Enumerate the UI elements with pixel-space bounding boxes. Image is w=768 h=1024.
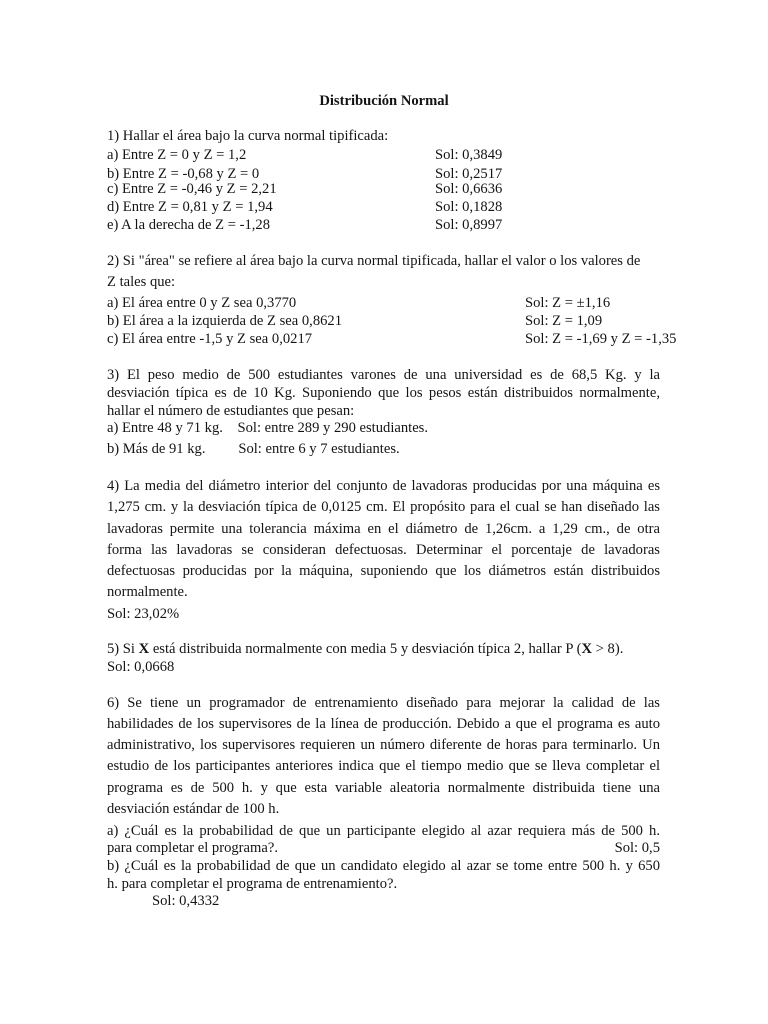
- p6-line5: programa es de 500 h. y que esta variable aleatoria normalmente distribuida tiene una: [107, 780, 660, 796]
- p3-line3: hallar el número de estudiantes que pesan:: [107, 403, 355, 419]
- p1-item-e-solution: Sol: 0,8997: [435, 217, 503, 233]
- p4-line4: forma las lavadoras se consideran defectuosas. Determinar el porcentaje de lavadoras: [107, 542, 660, 558]
- p3-line1: 3) El peso medio de 500 estudiantes varones de una universidad es de 68,5 Kg. y la: [107, 367, 660, 383]
- p2-item-a: [107, 294, 667, 312]
- p6-question-a-text: para completar el programa?.: [107, 840, 278, 856]
- p5-statement: [107, 640, 623, 658]
- p5-text-pre: 5) Si: [107, 641, 139, 657]
- p1-item-e-question: e) A la derecha de Z = -1,28: [107, 217, 271, 233]
- p1-item-a-solution: Sol: 0,3849: [435, 147, 503, 163]
- p2-item-b-question: b) El área a la izquierda de Z sea 0,8621: [107, 313, 343, 329]
- p6-question-b-solution: Sol: 0,4332: [152, 893, 220, 909]
- p6-line4: estudio de los participantes anteriores indica que el tiempo medio que se lleva completar el: [107, 758, 660, 774]
- p4-solution: Sol: 23,02%: [107, 606, 180, 622]
- p6-question-a-solution: Sol: 0,5: [614, 840, 660, 856]
- p4-line1: 4) La media del diámetro interior del conjunto de lavadoras producidas por una máquina es: [107, 478, 660, 494]
- p6-question-b-line1: b) ¿Cuál es la probabilidad de que un candidato elegido al azar se tome entre 500 h. y 650: [107, 858, 660, 874]
- p6-question-b-line2: h. para completar el programa de entrenamiento?.: [107, 876, 398, 892]
- p2-item-a-solution: Sol: Z = ±1,16: [525, 295, 611, 311]
- p1-item-b-solution: Sol: 0,2517: [435, 166, 503, 182]
- p1-item-e: [107, 216, 667, 234]
- p5-variable: X: [138, 641, 150, 657]
- p2-item-b: [107, 312, 667, 330]
- p5-text-mid: está distribuida normalmente con media 5 y desviación típica 2, hallar P (: [149, 641, 582, 657]
- p3-line2: desviación típica es de 10 Kg. Suponiendo que los pesos están distribuidos normalmente,: [107, 385, 660, 401]
- p4-line6: normalmente.: [107, 584, 188, 600]
- p6-question-a-line2: [107, 839, 660, 857]
- page-title: Distribución Normal: [319, 93, 449, 109]
- p3-item-b: b) Más de 91 kg. Sol: entre 6 y 7 estudiantes.: [107, 441, 400, 457]
- p5-variable-2: X: [581, 641, 593, 657]
- p6-line3: administrativo, los supervisores requieren un número diferente de horas para terminarlo. Un: [107, 737, 660, 753]
- p2-item-a-question: a) El área entre 0 y Z sea 0,3770: [107, 295, 297, 311]
- p1-item-c: [107, 180, 667, 198]
- p2-intro-line1: 2) Si "área" se refiere al área bajo la curva normal tipificada, hallar el valor o los valores de: [107, 253, 641, 269]
- p2-item-c-question: c) El área entre -1,5 y Z sea 0,0217: [107, 331, 313, 347]
- p6-line1: 6) Se tiene un programador de entrenamiento diseñado para mejorar la calidad de las: [107, 695, 660, 711]
- p2-item-c-solution: Sol: Z = -1,69 y Z = -1,35: [525, 331, 677, 347]
- p1-item-b-question: b) Entre Z = -0,68 y Z = 0: [107, 166, 260, 182]
- p2-item-c: [107, 330, 677, 348]
- p4-line2: 1,275 cm. y la desviación típica de 0,0125 cm. El propósito para el cual se han diseñado las: [107, 499, 660, 515]
- p2-intro-line2: Z tales que:: [107, 274, 176, 290]
- p2-item-b-solution: Sol: Z = 1,09: [525, 313, 603, 329]
- p1-intro: 1) Hallar el área bajo la curva normal tipificada:: [107, 128, 389, 144]
- p1-item-d: [107, 198, 667, 216]
- p4-line5: defectuosas producidas por la máquina, suponiendo que los diámetros están distribuidos: [107, 563, 660, 579]
- p6-line2: habilidades de los supervisores de la línea de producción. Debido a que el programa es auto: [107, 716, 660, 732]
- p1-item-c-question: c) Entre Z = -0,46 y Z = 2,21: [107, 181, 277, 197]
- p3-item-a: a) Entre 48 y 71 kg. Sol: entre 289 y 290 estudiantes.: [107, 420, 429, 436]
- p6-line6: desviación estándar de 100 h.: [107, 801, 280, 817]
- p1-item-a-question: a) Entre Z = 0 y Z = 1,2: [107, 147, 247, 163]
- p5-solution: Sol: 0,0668: [107, 659, 175, 675]
- p1-item-d-question: d) Entre Z = 0,81 y Z = 1,94: [107, 199, 273, 215]
- p6-question-a-line1: a) ¿Cuál es la probabilidad de que un participante elegido al azar requiera más de 500 h.: [107, 823, 660, 839]
- p5-text-post: > 8).: [592, 641, 624, 657]
- p1-item-d-solution: Sol: 0,1828: [435, 199, 503, 215]
- p4-line3: lavadoras permite una tolerancia máxima en el diámetro de 1,26cm. a 1,29 cm., de otra: [107, 521, 660, 537]
- p1-item-c-solution: Sol: 0,6636: [435, 181, 503, 197]
- p1-item-a: [107, 146, 667, 164]
